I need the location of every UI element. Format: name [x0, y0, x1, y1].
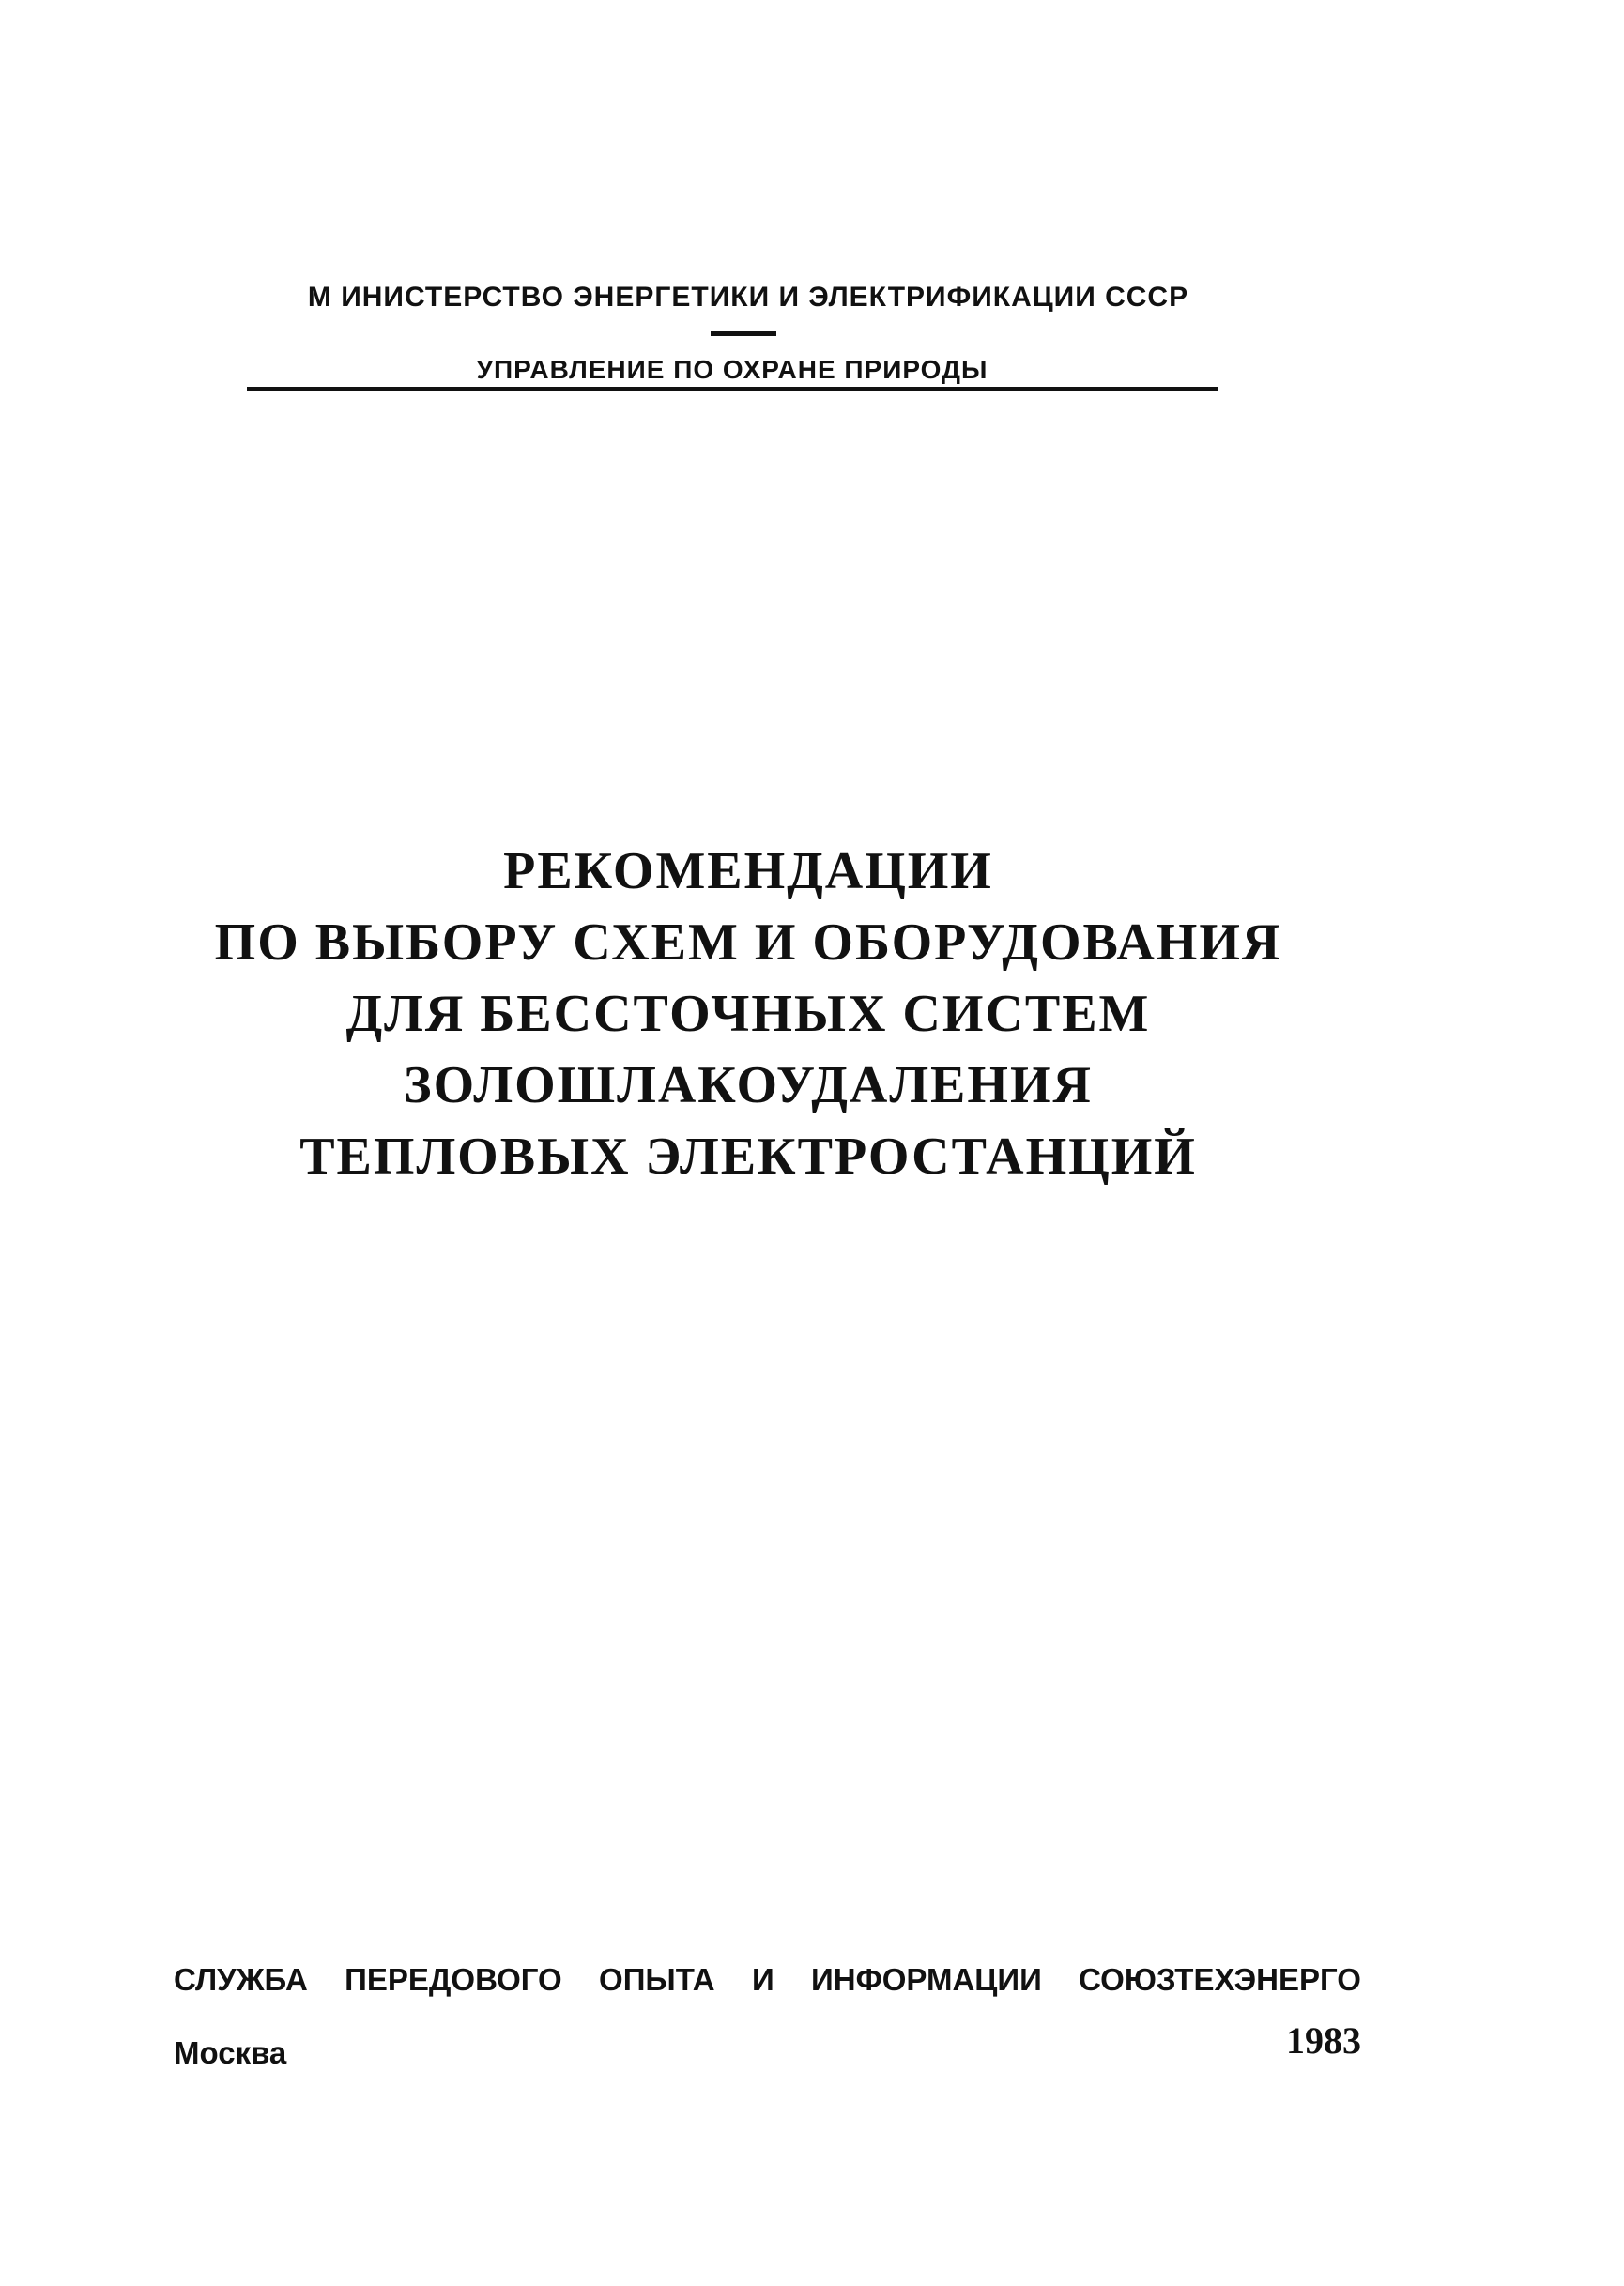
department-name: УПРАВЛЕНИЕ ПО ОХРАНЕ ПРИРОДЫ — [476, 355, 988, 384]
publisher-word: ИНФОРМАЦИИ — [811, 1962, 1042, 1997]
publisher-word: СЛУЖБА — [174, 1962, 308, 1997]
publisher-word: СОЮЗТЕХЭНЕРГО — [1079, 1962, 1361, 1997]
header-underline — [247, 387, 1218, 391]
title-line-4: ЗОЛОШЛАКОУДАЛЕНИЯ — [404, 1056, 1093, 1114]
title-line-1: РЕКОМЕНДАЦИИ — [503, 842, 993, 900]
publisher-word: ПЕРЕДОВОГО — [345, 1962, 562, 1997]
title-line-2: ПО ВЫБОРУ СХЕМ И ОБОРУДОВАНИЯ — [214, 913, 1282, 972]
publication-year: 1983 — [1286, 2019, 1361, 2062]
short-divider — [711, 331, 776, 336]
title-line-3: ДЛЯ БЕССТОЧНЫХ СИСТЕМ — [345, 985, 1151, 1043]
document-title — [0, 836, 1496, 1192]
publication-city: Москва — [174, 2035, 287, 2070]
publisher-word: ОПЫТА — [599, 1962, 715, 1997]
publisher-word: И — [751, 1962, 774, 1997]
publisher-service — [174, 1962, 1361, 1998]
title-line-5: ТЕПЛОВЫХ ЭЛЕКТРОСТАНЦИЙ — [299, 1128, 1197, 1186]
ministry-name: М ИНИСТЕРСТВО ЭНЕРГЕТИКИ И ЭЛЕКТРИФИКАЦИИ СССР — [307, 282, 1189, 313]
